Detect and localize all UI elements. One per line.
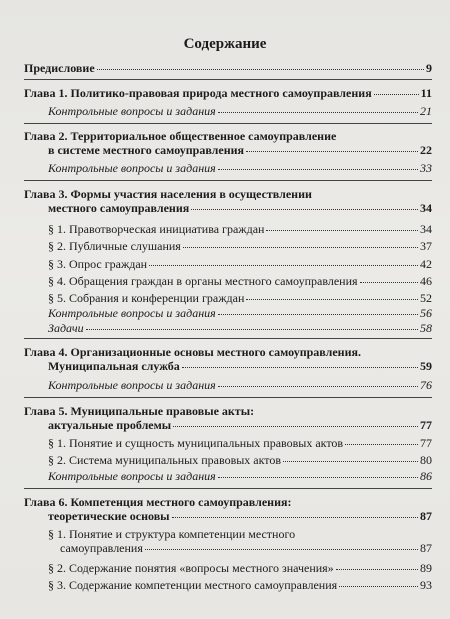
toc-entry-text: Контрольные вопросы и задания	[48, 306, 216, 320]
section-rule	[24, 338, 432, 339]
leader-dots	[266, 229, 418, 231]
leader-dots	[86, 328, 418, 330]
toc-entry-heading-line: Глава 5. Муниципальные правовые акты:	[24, 404, 255, 418]
toc-page-number: 89	[420, 561, 432, 575]
toc-page-number: 52	[420, 291, 432, 305]
leader-dots	[374, 93, 419, 95]
toc-entry-text: § 1. Понятие и сущность муниципальных правовых актов	[48, 436, 344, 450]
toc-entry-text: § 4. Обращения граждан в органы местного самоуправления	[48, 274, 358, 288]
toc-entry-review-questions	[24, 469, 432, 483]
toc-entry-chapter-2	[24, 129, 432, 157]
leader-dots	[218, 313, 418, 315]
toc-entry-chapter-4	[24, 345, 432, 373]
toc-entry-text: § 2. Система муниципальных правовых актов	[48, 453, 282, 467]
toc-page-number: 76	[420, 378, 432, 392]
toc-entry-text: § 2. Публичные слушания	[48, 239, 181, 253]
toc-entry-section	[24, 222, 432, 236]
toc-entry-text: в системе местного самоуправления	[48, 143, 245, 157]
leader-dots	[218, 476, 418, 478]
toc-page-number: 21	[420, 104, 432, 118]
leader-dots	[218, 168, 418, 170]
toc-entry-section	[24, 561, 432, 575]
toc-entry-chapter-6	[24, 495, 432, 523]
section-rule	[24, 488, 432, 489]
toc-entry-chapter-3	[24, 187, 432, 215]
toc-entry-heading-line: Глава 4. Организационные основы местного самоуправления.	[24, 345, 361, 359]
leader-dots	[218, 385, 418, 387]
leader-dots	[360, 281, 418, 283]
toc-entry-text: Контрольные вопросы и задания	[48, 161, 216, 175]
leader-dots	[149, 264, 418, 266]
toc-page-number: 11	[420, 86, 432, 100]
section-rule	[24, 180, 432, 181]
toc-entry-heading-line: Глава 3. Формы участия населения в осуществлении	[24, 187, 312, 201]
section-rule	[24, 79, 432, 80]
toc-entry-section	[24, 578, 432, 592]
toc-entry-chapter-1	[24, 86, 432, 100]
toc-entry-chapter-5	[24, 404, 432, 432]
toc-entry-text: § 1. Правотворческая инициатива граждан	[48, 222, 265, 236]
toc-entry-text: § 3. Опрос граждан	[48, 257, 148, 271]
toc-entry-text: Глава 1. Политико-правовая природа местного самоуправления	[24, 86, 372, 100]
toc-page-number: 33	[420, 161, 432, 175]
toc-page-number: 46	[420, 274, 432, 288]
section-rule	[24, 123, 432, 124]
toc-entry-section	[24, 257, 432, 271]
toc-entry-text: Контрольные вопросы и задания	[48, 469, 216, 483]
toc-page-number: 34	[420, 201, 432, 215]
leader-dots	[339, 585, 418, 587]
leader-dots	[345, 443, 418, 445]
toc-entry-text: Задачи	[48, 321, 84, 335]
toc-entry-text: теоретические основы	[48, 509, 170, 523]
leader-dots	[246, 298, 418, 300]
toc-entry-text: Контрольные вопросы и задания	[48, 104, 216, 118]
toc-entry-preface	[24, 61, 432, 75]
toc-entry-section	[24, 239, 432, 253]
page-title: Содержание	[183, 36, 267, 52]
toc-entry-section	[24, 527, 432, 555]
leader-dots	[191, 208, 418, 210]
toc-entry-text: § 3. Содержание компетенции местного самоуправления	[48, 578, 338, 592]
toc-entry-section	[24, 274, 432, 288]
toc-page-number: 56	[420, 306, 432, 320]
toc-entry-heading-line: § 1. Понятие и структура компетенции местного	[48, 527, 296, 541]
toc-entry-review-questions	[24, 378, 432, 392]
toc-page-number: 37	[420, 239, 432, 253]
toc-entry-text: самоуправления	[60, 541, 143, 555]
toc-entry-section	[24, 291, 432, 305]
leader-dots	[183, 246, 418, 248]
toc-page-number: 87	[420, 509, 432, 523]
toc-entry-text: актуальные проблемы	[48, 418, 172, 432]
toc-entry-tasks	[24, 321, 432, 335]
toc-page-number: 42	[420, 257, 432, 271]
toc-entry-text: Контрольные вопросы и задания	[48, 378, 216, 392]
leader-dots	[182, 366, 418, 368]
leader-dots	[97, 68, 424, 70]
toc-page-number: 86	[420, 469, 432, 483]
toc-entry-section	[24, 436, 432, 450]
toc-entry-section	[24, 453, 432, 467]
toc-page-number: 34	[420, 222, 432, 236]
leader-dots	[336, 568, 418, 570]
toc-entry-heading-line: Глава 6. Компетенция местного самоуправления:	[24, 495, 292, 509]
toc-page-number: 9	[426, 61, 432, 75]
toc-entry-text: § 2. Содержание понятия «вопросы местного значения»	[48, 561, 334, 575]
toc-page-number: 93	[420, 578, 432, 592]
toc-entry-review-questions	[24, 306, 432, 320]
toc-entry-review-questions	[24, 104, 432, 118]
toc-entry-text: местного самоуправления	[48, 201, 190, 215]
toc-page-number: 77	[420, 436, 432, 450]
toc-page-number: 22	[420, 143, 432, 157]
toc-entry-text: Муниципальная служба	[48, 359, 180, 373]
section-rule	[24, 397, 432, 398]
leader-dots	[246, 150, 418, 152]
leader-dots	[173, 425, 418, 427]
leader-dots	[218, 111, 418, 113]
toc-page-number: 58	[420, 321, 432, 335]
leader-dots	[172, 516, 418, 518]
leader-dots	[283, 460, 418, 462]
toc-page-number: 59	[420, 359, 432, 373]
toc-page-number: 80	[420, 453, 432, 467]
leader-dots	[145, 548, 418, 550]
toc-entry-text: § 5. Собрания и конференции граждан	[48, 291, 245, 305]
toc-page-number: 87	[420, 541, 432, 555]
toc-page-number: 77	[420, 418, 432, 432]
toc-entry-review-questions	[24, 161, 432, 175]
toc-entry-heading-line: Глава 2. Территориальное общественное самоуправление	[24, 129, 337, 143]
toc-entry-text: Предисловие	[24, 61, 95, 75]
